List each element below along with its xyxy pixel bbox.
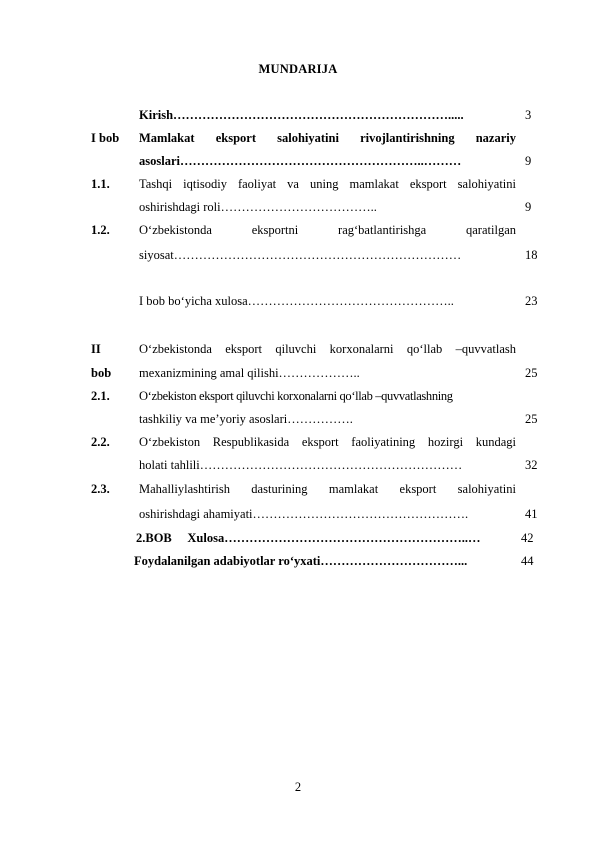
toc-entry-references[interactable]: Foydalanilgan adabiyotlar ro‘yxati……………………………... <box>134 554 468 568</box>
toc-entry-1-2-line2[interactable]: siyosat…………………………………………………………… <box>139 248 462 262</box>
toc-entry-chapter-2-summary[interactable]: 2.BOB Xulosa…………………………………………………..… <box>136 531 481 545</box>
toc-page-1-1: 9 <box>525 200 532 214</box>
toc-entry-chapter-2-line2[interactable]: mexanizmining amal qilishi……………….. <box>139 366 360 380</box>
toc-label-2-2: 2.2. <box>91 435 110 449</box>
toc-label-chapter-2-word: bob <box>91 366 112 380</box>
toc-page-chapter-2: 25 <box>525 366 538 380</box>
toc-page-chapter-1: 9 <box>525 154 532 168</box>
toc-page-2-2: 32 <box>525 458 538 472</box>
toc-page-1-2: 18 <box>525 248 538 262</box>
toc-page-references: 44 <box>521 554 534 568</box>
toc-entry-2-2-line1[interactable]: O‘zbekiston Respublikasida eksport faoliyatining hozirgi kundagi <box>139 435 516 449</box>
toc-label-chapter-1: I bob <box>91 131 120 145</box>
toc-entry-2-2-line2[interactable]: holati tahlili……………………………………………………… <box>139 458 463 472</box>
toc-label-chapter-2: II <box>91 342 101 356</box>
toc-page-2-3: 41 <box>525 507 538 521</box>
page-title: MUNDARIJA <box>258 62 338 76</box>
toc-entry-chapter-1-summary[interactable]: I bob bo‘yicha xulosa………………………………………….. <box>139 294 454 308</box>
page-number: 2 <box>294 780 302 794</box>
toc-page-chapter-2-summary: 42 <box>521 531 534 545</box>
toc-page-2-1: 25 <box>525 412 538 426</box>
toc-entry-chapter-1-line2[interactable]: asoslari…………………………………………………..……… <box>139 154 462 168</box>
toc-entry-kirish[interactable]: Kirish…………………………………………………………..... <box>139 108 464 122</box>
toc-entry-chapter-2-line1[interactable]: O‘zbekistonda eksport qiluvchi korxonalarni qo‘llab –quvvatlash <box>139 342 516 356</box>
toc-entry-2-3-line1[interactable]: Mahalliylashtirish dasturining mamlakat eksport salohiyatini <box>139 482 516 496</box>
toc-entry-2-1-line1[interactable]: O‘zbekiston eksport qiluvchi korxonalarni qo‘llab –quvvatlashning <box>139 389 453 403</box>
toc-entry-2-1-line2[interactable]: tashkiliy va me’yoriy asoslari……………. <box>139 412 353 426</box>
toc-label-1-1: 1.1. <box>91 177 110 191</box>
toc-label-2-3: 2.3. <box>91 482 110 496</box>
toc-entry-chapter-1-line1[interactable]: Mamlakat eksport salohiyatini rivojlantirishning nazariy <box>139 131 516 145</box>
toc-page-chapter-1-summary: 23 <box>525 294 538 308</box>
toc-entry-1-2-line1[interactable]: O‘zbekistonda eksportni rag‘batlantirishga qaratilgan <box>139 223 516 237</box>
toc-entry-1-1-line1[interactable]: Tashqi iqtisodiy faoliyat va uning mamlakat eksport salohiyatini <box>139 177 516 191</box>
toc-entry-2-3-line2[interactable]: oshirishdagi ahamiyati……………………………………………. <box>139 507 469 521</box>
toc-page-kirish: 3 <box>525 108 532 122</box>
toc-label-2-1: 2.1. <box>91 389 110 403</box>
toc-label-1-2: 1.2. <box>91 223 110 237</box>
toc-entry-1-1-line2[interactable]: oshirishdagi roli……………………………….. <box>139 200 377 214</box>
